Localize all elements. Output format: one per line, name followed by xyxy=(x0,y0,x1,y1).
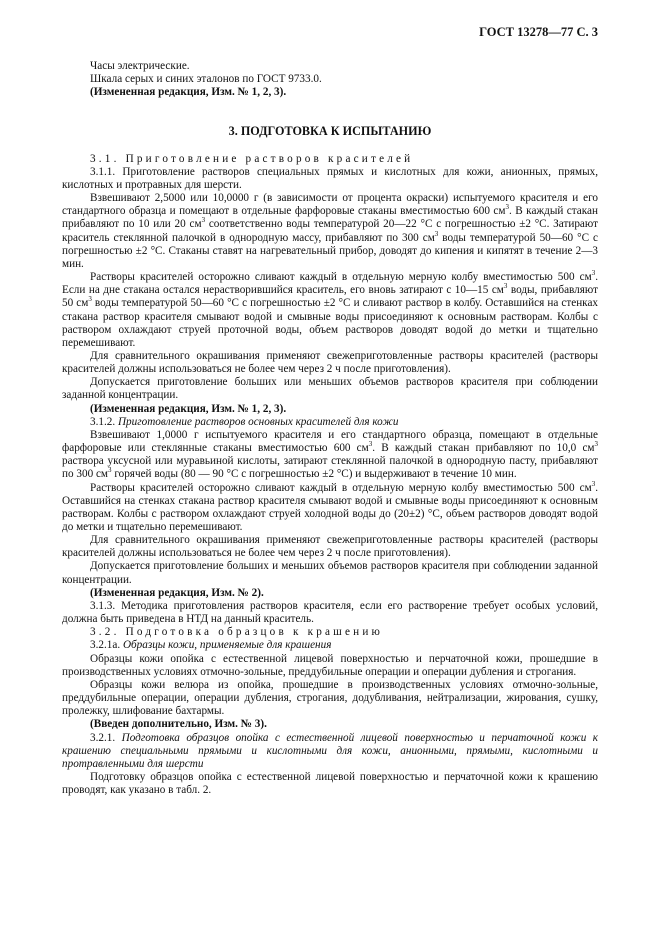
amendment-note: (Измененная редакция, Изм. № 1, 2, 3). xyxy=(90,86,287,99)
amendment-note: (Введен дополнительно, Изм. № 3). xyxy=(90,718,267,731)
paragraph: Подготовку образцов опойка с естественной лицевой поверхностью и перчаточной кожи к крашению проводят, как указано в табл. 2. xyxy=(62,770,598,797)
paragraph: Растворы красителей осторожно сливают каждый в отдельную мерную колбу вместимостью 500 $см^3$. Если на дне стакана остался нерастворившийся краситель, его вновь затирают с 10—15 $см^3$ воды, прибавляют 50 $см^3$ воды температурой 50—60 °С с погрешностью ±2 °С и сливают раствор в колбу. Оставшийся на стенках стакана раствор красителя смывают водой и смывные воды присоединяют к основным растворам. Колбы с раствором охлаждают струей проточной воды, объем растворов доводят водой до метки и тщательно перемешивают. xyxy=(62,269,599,349)
paragraph: Для сравнительного окрашивания применяют свежеприготовленные растворы красителей (растворы красителей должны использоваться не более чем через 2 ч после приготовления). xyxy=(62,534,598,560)
intro-line: Шкала серых и синих эталонов по ГОСТ 9733.0. xyxy=(90,73,322,86)
intro-line: Часы электрические. xyxy=(90,60,190,72)
clause-heading: 3.2.1. Подготовка образцов опойка с естественной лицевой поверхностью и перчаточной кожи к крашению специальными прямыми и кислотными для кожи, анионными, прямыми, кислотными и протравленными для шерсти xyxy=(62,731,599,770)
amendment-note: (Измененная редакция, Изм. № 1, 2, 3). xyxy=(90,402,287,415)
page-header: ГОСТ 13278—77 С. 3 xyxy=(479,25,598,39)
paragraph: 3.1.3. Методика приготовления растворов красителя, если его растворение требует особых условий, должна быть приведена в НТД на данный краситель. xyxy=(62,599,598,626)
clause-heading: 3.2.1а. Образцы кожи, применяемые для крашения xyxy=(90,639,332,652)
amendment-note: (Измененная редакция, Изм. № 2). xyxy=(90,586,264,599)
subsection-title: 3.1. Приготовление растворов красителей xyxy=(90,152,414,165)
intro-block xyxy=(62,60,598,99)
paragraph: Допускается приготовление больших и меньших объемов растворов красителя при соблюдении заданной концентрации. xyxy=(62,560,598,586)
paragraph: Взвешивают 1,0000 г испытуемого красителя и его стандартного образца, помещают в отдельные фарфоровые или стеклянные стаканы вместимостью 600 $см^3$. В каждый стакан прибавляют по 10,0 $см^3$ раствора уксусной или муравьиной кислоты, затирают стеклянной палочкой в однородную пасту, прибавляют по 300 $см^3$ горячей воды (80 — 90 °С с погрешностью ±2 °С) и выдерживают в течение 10 мин. xyxy=(62,428,598,481)
document-page xyxy=(62,26,598,797)
paragraph: 3.1.1. Приготовление растворов специальных прямых и кислотных для кожи, анионных, прямых, кислотных и протравных для шерсти. xyxy=(62,165,598,191)
subsection-title: 3.2. Подготовка образцов к крашению xyxy=(90,626,384,639)
clause-heading: 3.1.2. Приготовление растворов основных красителей для кожи xyxy=(90,415,399,428)
paragraph: Взвешивают 2,5000 или 10,0000 г (в зависимости от процента окраски) испытуемого красителя и его стандартного образца и помещают в отдельные фарфоровые стаканы вместимостью 600 $см^3$. В каждый стакан прибавляют по 10 или 20 $см^3$ соответственно воды температурой 20—22 °С с погрешностью ±2 °С. Затирают краситель стеклянной палочкой в однородную массу, прибавляют по 300 $см^3$ воды температурой 50—60 °С с погрешностью ±2 °С. Стаканы ставят на нагревательный прибор, доводят до кипения и кипятят в течение 2—3 мин. xyxy=(62,192,598,270)
paragraph: Допускается приготовление больших или меньших объемов растворов красителя при соблюдении заданной концентрации. xyxy=(62,376,598,402)
paragraph: Образцы кожи велюра из опойка, прошедшие в производственных условиях отмочно-зольные, преддубильные операции, операции дубления, строгания, додубливания, нейтрализации, жирования, сушку, пролежку, шлифование бахтармы. xyxy=(62,678,598,718)
paragraph: Растворы красителей осторожно сливают каждый в отдельную мерную колбу вместимостью 500 $см^3$. Оставшийся на стенках стакана раствор красителя смывают водой и смывные воды присоединяют к основным растворам. Колбы с раствором охлаждают струей холодной воды до (20±2) °С, объем растворов доводят водой до метки и тщательно перемешивают. xyxy=(62,479,598,533)
paragraph: Для сравнительного окрашивания применяют свежеприготовленные растворы красителей (растворы красителей должны использоваться не более чем через 2 ч после приготовления). xyxy=(62,349,598,376)
section-title: 3. ПОДГОТОВКА К ИСПЫТАНИЮ xyxy=(228,124,432,139)
paragraph: Образцы кожи опойка с естественной лицевой поверхностью и перчаточной кожи, прошедшие в производственных условиях отмочно-зольные, преддубильные операции и операции дубления и строгания. xyxy=(62,652,598,678)
